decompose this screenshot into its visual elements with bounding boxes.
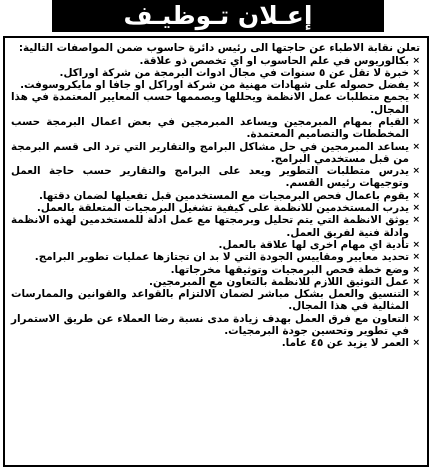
bullet-marker: × <box>412 92 420 103</box>
requirement-text: التنسيق والعمل بشكل مباشر لضمان الالتزام بالقواعد والقوانين والممارسات المثالية في هذا المجال. <box>11 288 409 313</box>
requirement-item <box>11 251 420 263</box>
requirement-text: يجمع متطلبات عمل الانظمة ويحللها ويصممها حسب المعايير المعتمدة في هذا المجال. <box>11 91 409 116</box>
requirement-item <box>11 190 420 202</box>
requirement-text: يدرس متطلبات التطوير ويعد على البرامج والتقارير حسب حاجة العمل وتوجيهات رئيس القسم. <box>11 165 409 190</box>
requirement-item <box>11 116 420 141</box>
bullet-marker: × <box>412 313 420 324</box>
requirement-item <box>11 202 420 214</box>
bullet-marker: × <box>412 67 420 78</box>
requirement-text: تأدية اي مهام اخرى لها علاقة بالعمل. <box>218 238 409 251</box>
bullet-marker: × <box>412 252 420 263</box>
requirement-item <box>11 276 420 288</box>
bullet-marker: × <box>412 203 420 214</box>
bullet-marker: × <box>412 190 420 201</box>
bullet-marker: × <box>412 141 420 152</box>
bullet-marker: × <box>412 338 420 349</box>
requirement-text: يساعد المبرمجين في حل مشاكل البرامج والتقارير التي ترد الى قسم البرمجة من قبل مستخدمي البرامج. <box>11 140 409 165</box>
bullet-marker: × <box>412 215 420 226</box>
requirement-text: وضع خطة فحص البرمجيات وتوثيقها مخرجاتها. <box>170 263 409 276</box>
bullet-marker: × <box>412 55 420 66</box>
intro-text: تعلن نقابة الاطباء عن حاجتها الى رئيس دائرة حاسوب ضمن المواصفات التالية: <box>18 42 420 54</box>
requirement-item <box>11 141 420 166</box>
requirement-text: التعاون مع فرق العمل بهدف زيادة مدى نسبة رضا العملاء عن طريق الاستمرار في تطوير وتحسين جودة البرمجيات. <box>11 312 409 338</box>
requirements-list <box>11 55 420 350</box>
requirement-item <box>11 288 420 313</box>
ad-body <box>3 36 429 467</box>
requirement-text: القيام بمهام المبرمجين ويساعد المبرمجين في بعض اعمال البرمجة حسب المخططات والتصاميم المعتمدة. <box>11 115 409 141</box>
requirement-item <box>11 337 420 349</box>
requirement-item <box>11 55 420 67</box>
requirement-item <box>11 239 420 251</box>
requirement-item <box>11 313 420 338</box>
bullet-marker: × <box>412 276 420 287</box>
bullet-marker: × <box>412 264 420 275</box>
ad-title-banner <box>52 0 384 32</box>
requirement-text: العمر لا يزيد عن ٤٥ عاما. <box>281 337 409 350</box>
requirement-item <box>11 214 420 239</box>
requirement-item <box>11 67 420 79</box>
requirement-text: خبرة لا تقل عن ٥ سنوات في مجال ادوات البرمجة من شركة اوراكل. <box>59 66 409 79</box>
bullet-marker: × <box>412 116 420 127</box>
requirement-item <box>11 165 420 190</box>
requirement-item <box>11 79 420 91</box>
requirement-item <box>11 264 420 276</box>
requirement-text: بكالوريوس في علم الحاسوب او اي تخصص ذو علاقة. <box>139 54 409 67</box>
requirement-text: يفضل حصوله على شهادات مهنية من شركة اوراكل او جافا او مايكروسوفت. <box>20 79 409 92</box>
requirement-text: يقوم باعمال فحص البرمجيات مع المستخدمين قبل تفعيلها لضمان دقتها. <box>38 189 409 202</box>
ad-title: إعـلان تـوظيـف <box>123 1 313 30</box>
requirement-text: تحديد معايير ومقاييس الجودة التي لا بد ان تجتازها عمليات تطوير البرامج. <box>34 251 409 264</box>
requirement-text: عمل التوثيق اللازم للانظمة بالتعاون مع المبرمجين. <box>149 275 409 288</box>
bullet-marker: × <box>412 80 420 91</box>
bullet-marker: × <box>412 289 420 300</box>
requirement-text: يدرب المستخدمين للانظمة على كيفية تشغيل البرمجيات المتعلقة بالعمل. <box>36 202 409 215</box>
bullet-marker: × <box>412 166 420 177</box>
requirement-text: يوثق الانظمة التي يتم تحليل وبرمجتها مع عمل ادلة للمستخدمين لهذه الانظمة وادلة فنية لفريق العمل. <box>11 214 409 239</box>
requirement-item <box>11 91 420 116</box>
bullet-marker: × <box>412 239 420 250</box>
